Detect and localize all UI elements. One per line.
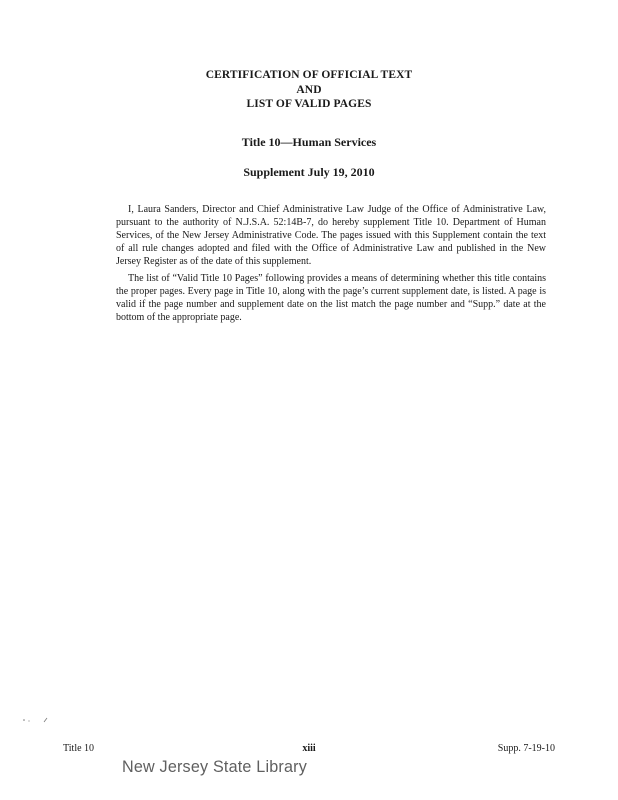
certification-heading xyxy=(0,68,618,112)
heading-line-2: AND xyxy=(296,83,322,96)
valid-pages-paragraph: The list of “Valid Title 10 Pages” following provides a means of determining whether this title contains the proper pages. Every page in Title 10, along with the page’s current supplement date, is listed. A page is valid if the page number and supplement date on the list match the page number and “Supp.” date at the bottom of the appropriate page. xyxy=(116,273,546,323)
footer-page-number: xiii xyxy=(302,743,316,754)
supplement-date-heading: Supplement July 19, 2010 xyxy=(243,165,375,179)
heading-line-3: LIST OF VALID PAGES xyxy=(246,98,372,110)
footer-title: Title 10 xyxy=(63,743,95,754)
certification-paragraph: I, Laura Sanders, Director and Chief Administrative Law Judge of the Office of Administrative Law, pursuant to the authority of N.J.S.A. 52:14B-7, do hereby supplement Title 10. Department of Human Services, of the New Jersey Administrative Code. The pages issued with this Supplement contain the text of all rule changes adopted and filed with the Office of Administrative Law and published in the New Jersey Register as of the date of this supplement. xyxy=(116,204,546,267)
library-stamp: New Jersey State Library xyxy=(122,757,307,776)
scan-speck-marks xyxy=(20,713,60,725)
title-heading: Title 10—Human Services xyxy=(241,135,377,149)
heading-line-1: CERTIFICATION OF OFFICIAL TEXT xyxy=(205,69,413,81)
footer-supplement-date: Supp. 7-19-10 xyxy=(497,743,555,754)
